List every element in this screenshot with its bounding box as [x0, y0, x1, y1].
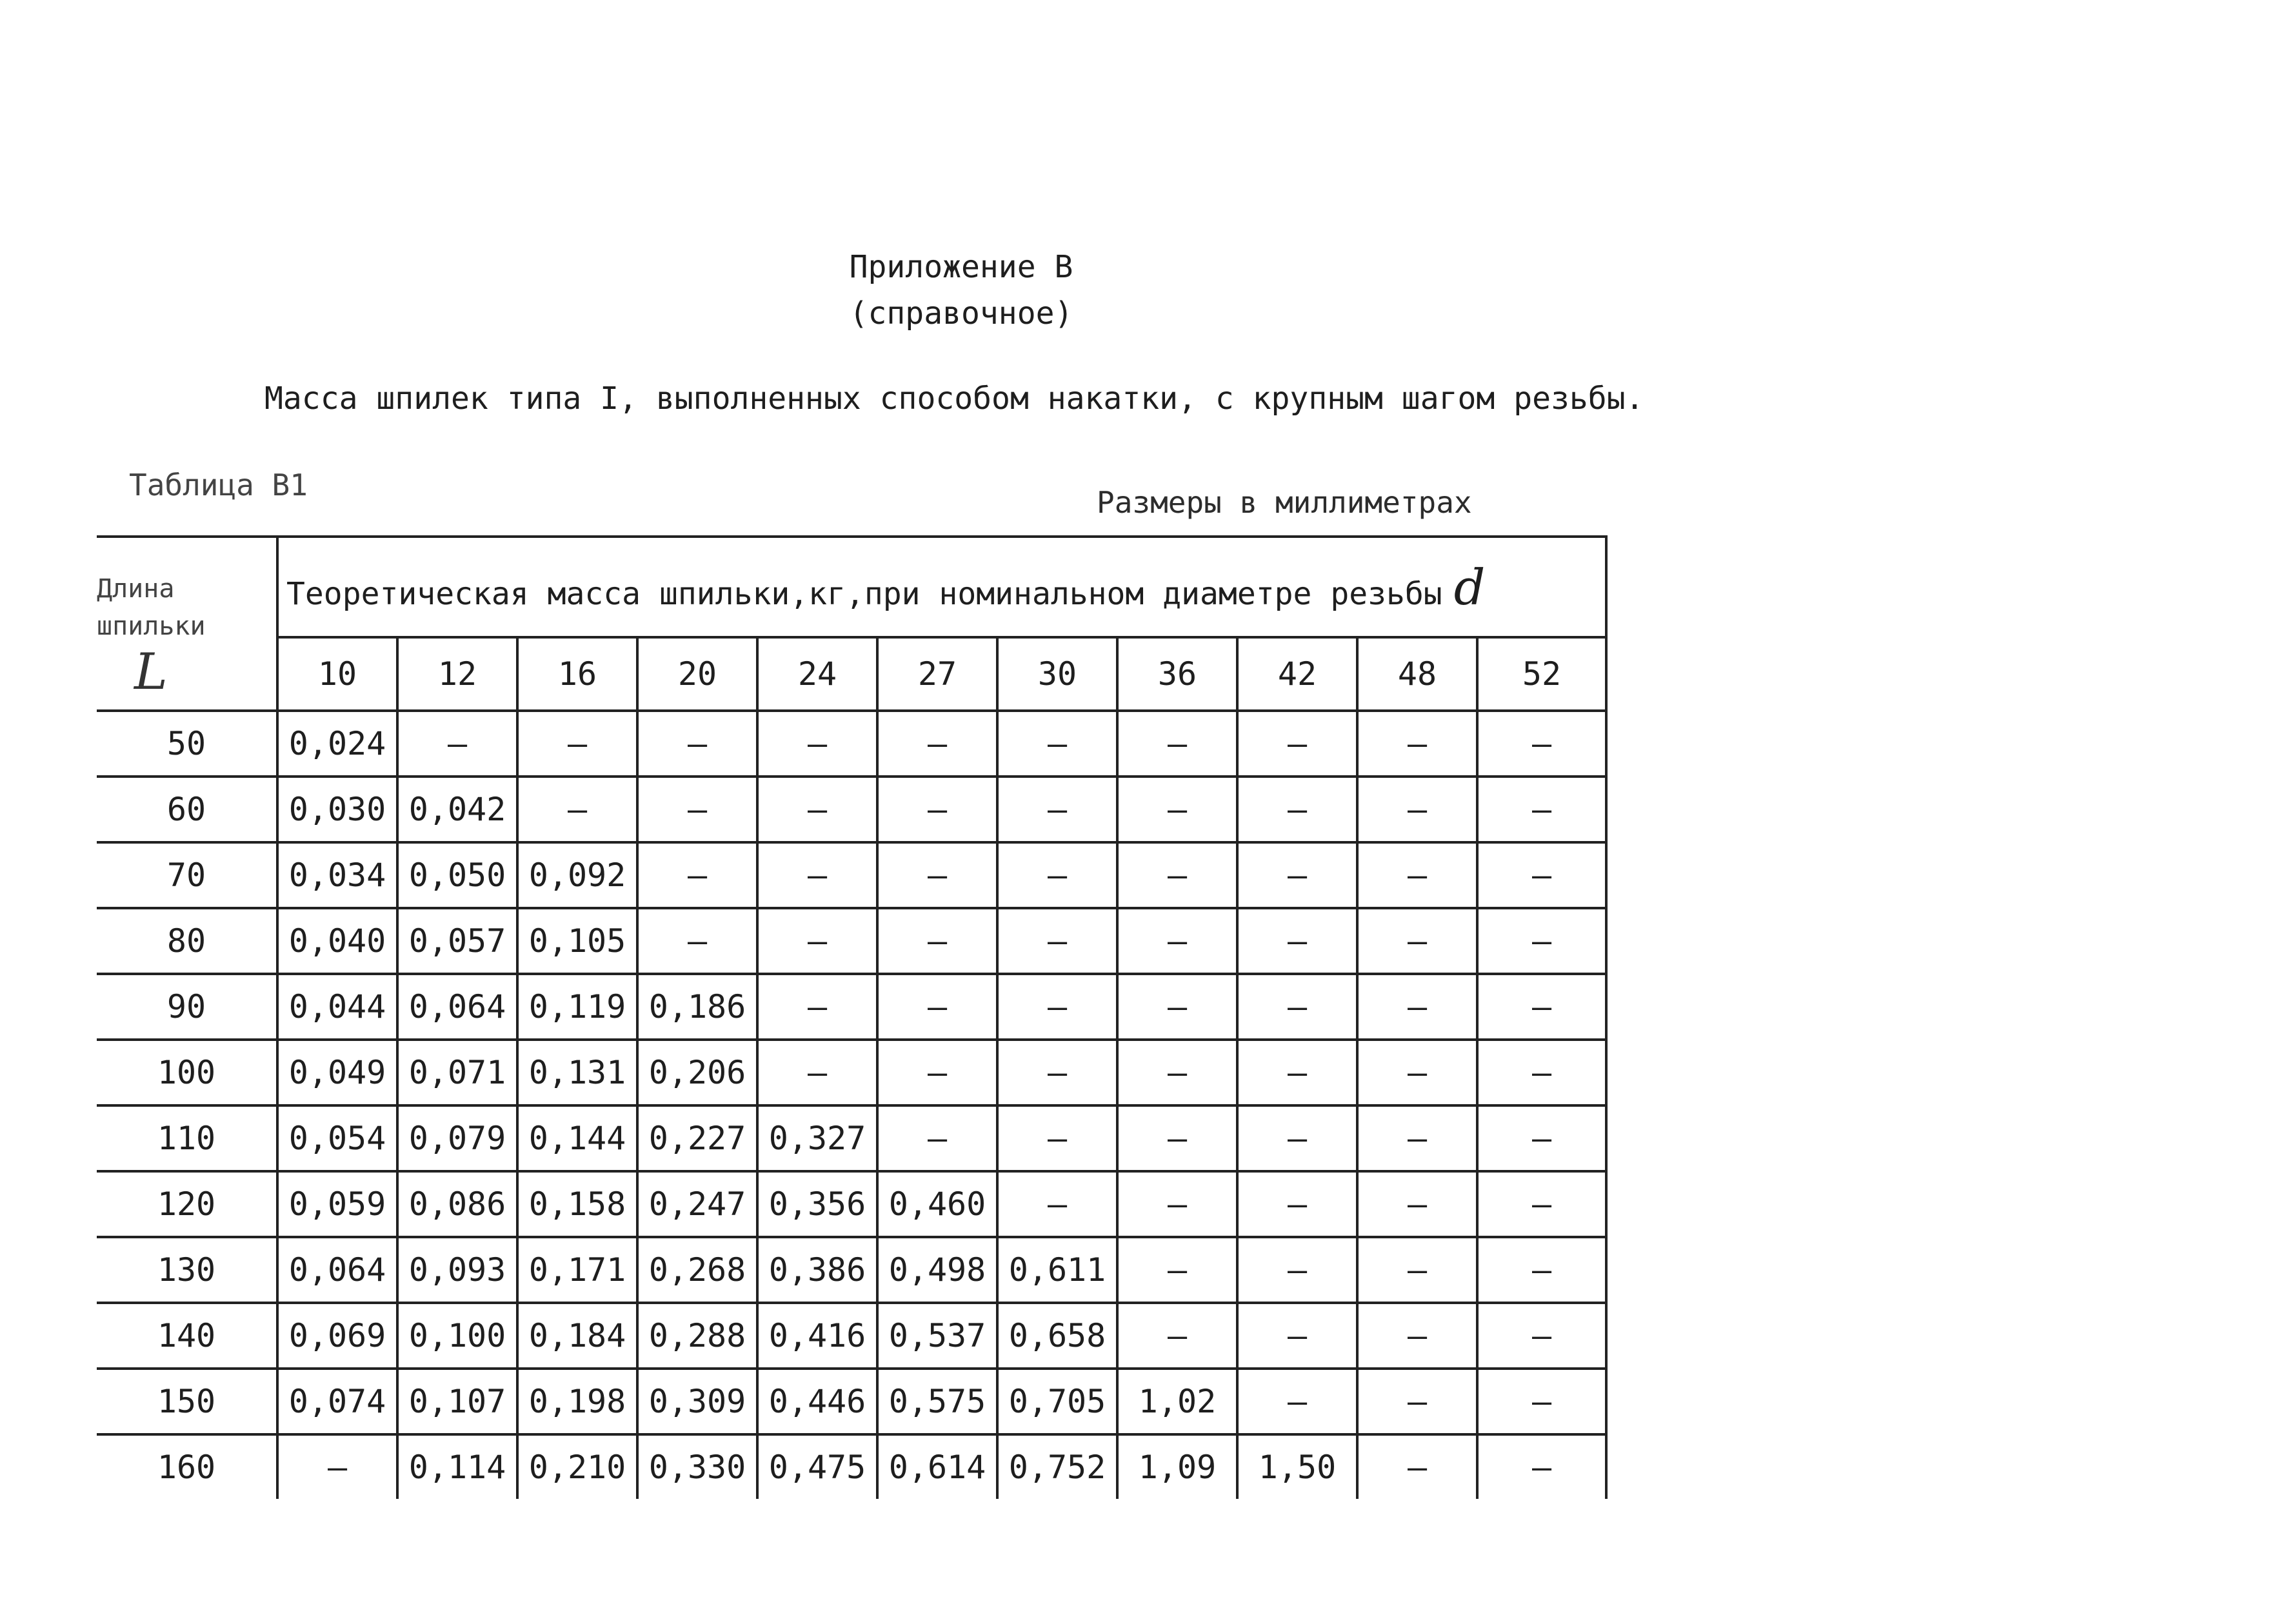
table-number-label: Таблица В1 — [129, 468, 308, 502]
mass-cell: – — [1477, 1303, 1606, 1369]
mass-cell: 0,460 — [877, 1171, 997, 1237]
length-cell: 160 — [97, 1434, 277, 1499]
length-cell: 50 — [97, 711, 277, 777]
length-cell: 110 — [97, 1105, 277, 1171]
mass-cell: 0,247 — [637, 1171, 757, 1237]
mass-cell: 0,064 — [397, 974, 517, 1040]
mass-cell: – — [1357, 1105, 1477, 1171]
diameter-header-10: 10 — [277, 637, 397, 711]
length-cell: 100 — [97, 1040, 277, 1105]
stud-mass-table — [97, 535, 1608, 1499]
mass-cell: – — [1477, 1040, 1606, 1105]
mass-cell: 0,144 — [517, 1105, 637, 1171]
mass-cell: – — [1357, 1171, 1477, 1237]
mass-cell: 0,059 — [277, 1171, 397, 1237]
diameter-header-12: 12 — [397, 637, 517, 711]
length-cell: 150 — [97, 1369, 277, 1434]
mass-cell: – — [997, 777, 1117, 842]
mass-cell: – — [997, 1105, 1117, 1171]
table-row — [97, 1105, 1606, 1171]
mass-cell: 0,158 — [517, 1171, 637, 1237]
mass-cell: – — [1477, 974, 1606, 1040]
mass-cell: 0,227 — [637, 1105, 757, 1171]
table-row — [97, 1040, 1606, 1105]
mass-cell: – — [877, 908, 997, 974]
mass-cell: – — [637, 777, 757, 842]
mass-cell: – — [1237, 1040, 1357, 1105]
mass-cell: – — [877, 777, 997, 842]
diameter-header-24: 24 — [757, 637, 877, 711]
mass-cell: 0,071 — [397, 1040, 517, 1105]
mass-cell: 0,040 — [277, 908, 397, 974]
length-cell: 120 — [97, 1171, 277, 1237]
appendix-subtitle: (справочное) — [849, 295, 1073, 332]
mass-cell: 0,086 — [397, 1171, 517, 1237]
diameter-symbol: d — [1453, 558, 1486, 616]
mass-cell: – — [1117, 908, 1237, 974]
table-row — [97, 842, 1606, 908]
mass-cell: 0,446 — [757, 1369, 877, 1434]
diameter-header-row — [97, 637, 1606, 711]
mass-cell: 0,184 — [517, 1303, 637, 1369]
mass-cell: 0,050 — [397, 842, 517, 908]
mass-cell: – — [1357, 1434, 1477, 1499]
mass-cell: 0,030 — [277, 777, 397, 842]
mass-cell: 0,327 — [757, 1105, 877, 1171]
length-cell: 90 — [97, 974, 277, 1040]
mass-cell: – — [1237, 711, 1357, 777]
mass-cell: – — [1357, 1040, 1477, 1105]
mass-cell: 0,074 — [277, 1369, 397, 1434]
diameter-header-27: 27 — [877, 637, 997, 711]
mass-cell: 0,079 — [397, 1105, 517, 1171]
mass-cell: 0,034 — [277, 842, 397, 908]
mass-cell: – — [1237, 1369, 1357, 1434]
mass-cell: 0,309 — [637, 1369, 757, 1434]
mass-cell: 0,057 — [397, 908, 517, 974]
mass-cell: 0,064 — [277, 1237, 397, 1303]
mass-cell: – — [1117, 1040, 1237, 1105]
mass-cell: – — [277, 1434, 397, 1499]
mass-cell: – — [1117, 711, 1237, 777]
length-column-header — [97, 537, 277, 711]
table-body — [97, 711, 1606, 1499]
mass-cell: – — [757, 842, 877, 908]
diameter-header-20: 20 — [637, 637, 757, 711]
mass-cell: 0,119 — [517, 974, 637, 1040]
mass-cell: – — [1237, 842, 1357, 908]
mass-cell: 0,475 — [757, 1434, 877, 1499]
mass-cell: – — [1237, 908, 1357, 974]
mass-cell: – — [517, 711, 637, 777]
mass-cell: 0,658 — [997, 1303, 1117, 1369]
mass-cell: – — [877, 1040, 997, 1105]
mass-cell: – — [1477, 1105, 1606, 1171]
mass-cell: – — [1237, 1105, 1357, 1171]
mass-cell: – — [757, 908, 877, 974]
mass-cell: 0,171 — [517, 1237, 637, 1303]
length-cell: 130 — [97, 1237, 277, 1303]
mass-cell: 0,416 — [757, 1303, 877, 1369]
mass-cell: – — [757, 1040, 877, 1105]
mass-cell: – — [1357, 777, 1477, 842]
mass-cell: 0,210 — [517, 1434, 637, 1499]
mass-cell: 0,131 — [517, 1040, 637, 1105]
mass-cell: – — [1117, 1105, 1237, 1171]
mass-cell: – — [997, 1171, 1117, 1237]
length-cell: 80 — [97, 908, 277, 974]
appendix-title: Приложение В — [849, 249, 1073, 285]
mass-cell: – — [1357, 1369, 1477, 1434]
mass-cell: – — [1117, 1171, 1237, 1237]
mass-cell: – — [637, 842, 757, 908]
mass-cell: – — [997, 842, 1117, 908]
mass-cell: – — [1477, 1171, 1606, 1237]
mass-cell: – — [1117, 777, 1237, 842]
mass-cell: 0,107 — [397, 1369, 517, 1434]
mass-cell: – — [637, 711, 757, 777]
mass-cell: 0,575 — [877, 1369, 997, 1434]
length-header-line1: Длина — [97, 574, 175, 604]
diameter-header-16: 16 — [517, 637, 637, 711]
mass-cell: – — [637, 908, 757, 974]
mass-cell: – — [997, 1040, 1117, 1105]
table-row — [97, 1237, 1606, 1303]
mass-cell: – — [757, 974, 877, 1040]
mass-cell: – — [1357, 1237, 1477, 1303]
mass-cell: 0,537 — [877, 1303, 997, 1369]
table-row — [97, 974, 1606, 1040]
mass-cell: 0,386 — [757, 1237, 877, 1303]
diameter-header-36: 36 — [1117, 637, 1237, 711]
diameter-header-42: 42 — [1237, 637, 1357, 711]
mass-cell: – — [1237, 1303, 1357, 1369]
mass-cell: – — [1357, 711, 1477, 777]
mass-cell: – — [1477, 842, 1606, 908]
units-note: Размеры в миллиметрах — [1097, 485, 1472, 520]
mass-cell: 0,042 — [397, 777, 517, 842]
mass-cell: – — [1237, 1237, 1357, 1303]
mass-cell: – — [1117, 1237, 1237, 1303]
mass-cell: 0,752 — [997, 1434, 1117, 1499]
diameter-header-48: 48 — [1357, 637, 1477, 711]
diameter-header-30: 30 — [997, 637, 1117, 711]
mass-cell: 0,105 — [517, 908, 637, 974]
mass-cell: 0,024 — [277, 711, 397, 777]
appendix-heading — [755, 244, 1168, 337]
mass-cell: – — [1357, 842, 1477, 908]
mass-cell: 0,092 — [517, 842, 637, 908]
mass-cell: – — [997, 974, 1117, 1040]
mass-cell: – — [1477, 777, 1606, 842]
mass-cell: 0,268 — [637, 1237, 757, 1303]
mass-cell: 0,705 — [997, 1369, 1117, 1434]
mass-cell: – — [1477, 1237, 1606, 1303]
mass-cell: – — [1237, 974, 1357, 1040]
table-row — [97, 1303, 1606, 1369]
mass-cell: 1,02 — [1117, 1369, 1237, 1434]
mass-group-header-text: Теоретическая масса шпильки,кг,при номинальном диаметре резьбы — [286, 575, 1442, 612]
mass-cell: 0,044 — [277, 974, 397, 1040]
mass-cell: 1,50 — [1237, 1434, 1357, 1499]
table-row — [97, 1369, 1606, 1434]
mass-cell: – — [1117, 1303, 1237, 1369]
mass-cell: 0,614 — [877, 1434, 997, 1499]
mass-cell: 1,09 — [1117, 1434, 1237, 1499]
mass-cell: – — [877, 842, 997, 908]
length-symbol: L — [134, 643, 168, 701]
mass-cell: – — [877, 711, 997, 777]
mass-group-header — [277, 537, 1606, 637]
mass-cell: 0,114 — [397, 1434, 517, 1499]
mass-cell: – — [1357, 908, 1477, 974]
mass-cell: – — [1237, 1171, 1357, 1237]
length-cell: 70 — [97, 842, 277, 908]
mass-cell: 0,356 — [757, 1171, 877, 1237]
mass-cell: – — [1477, 711, 1606, 777]
mass-cell: 0,198 — [517, 1369, 637, 1434]
mass-cell: – — [517, 777, 637, 842]
mass-cell: – — [1477, 908, 1606, 974]
mass-cell: 0,611 — [997, 1237, 1117, 1303]
mass-cell: – — [757, 777, 877, 842]
mass-cell: – — [997, 908, 1117, 974]
table-row — [97, 1171, 1606, 1237]
mass-cell: – — [1477, 1434, 1606, 1499]
mass-cell: – — [757, 711, 877, 777]
mass-cell: 0,054 — [277, 1105, 397, 1171]
mass-cell: 0,186 — [637, 974, 757, 1040]
mass-cell: – — [877, 974, 997, 1040]
mass-cell: – — [1357, 1303, 1477, 1369]
mass-cell: 0,069 — [277, 1303, 397, 1369]
mass-cell: 0,498 — [877, 1237, 997, 1303]
mass-cell: – — [877, 1105, 997, 1171]
mass-cell: 0,093 — [397, 1237, 517, 1303]
mass-cell: 0,100 — [397, 1303, 517, 1369]
length-cell: 140 — [97, 1303, 277, 1369]
length-cell: 60 — [97, 777, 277, 842]
mass-cell: – — [1117, 974, 1237, 1040]
mass-cell: – — [397, 711, 517, 777]
table-row — [97, 1434, 1606, 1499]
mass-cell: – — [1477, 1369, 1606, 1434]
mass-cell: – — [1357, 974, 1477, 1040]
length-header-line2: шпильки — [97, 611, 206, 641]
mass-cell: – — [1237, 777, 1357, 842]
mass-cell: 0,206 — [637, 1040, 757, 1105]
mass-cell: 0,330 — [637, 1434, 757, 1499]
table-caption: Масса шпилек типа I, выполненных способом накатки, с крупным шагом резьбы. — [264, 381, 1644, 417]
mass-cell: – — [1117, 842, 1237, 908]
mass-cell: 0,049 — [277, 1040, 397, 1105]
mass-cell: 0,288 — [637, 1303, 757, 1369]
table-row — [97, 908, 1606, 974]
mass-cell: – — [997, 711, 1117, 777]
table-row — [97, 777, 1606, 842]
table-row — [97, 711, 1606, 777]
diameter-header-52: 52 — [1477, 637, 1606, 711]
